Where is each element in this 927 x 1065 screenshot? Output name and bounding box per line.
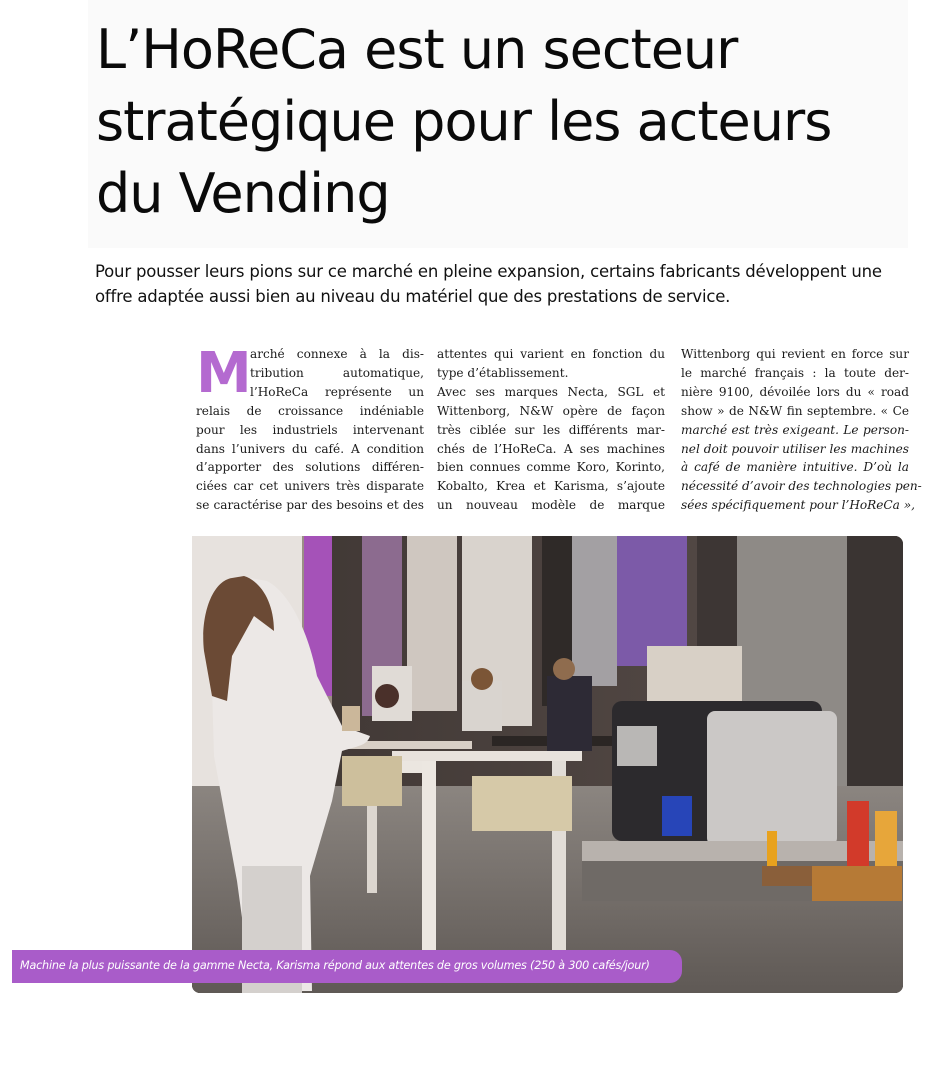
- text-line: très ciblée sur les différents mar-: [437, 422, 665, 437]
- text-line: l’HoReCa représente un: [250, 384, 424, 399]
- text-line: Wittenborg, N&W opère de façon: [437, 403, 665, 418]
- text-line: sées spécifiquement pour l’HoReCa »,: [681, 498, 915, 513]
- photo-caption: [12, 950, 682, 983]
- text-line: tribution automatique,: [250, 365, 424, 380]
- text-line: le marché français : la toute der-: [681, 365, 909, 380]
- title-line: L’HoReCa est un secteur: [96, 18, 738, 81]
- text-line: Avec ses marques Necta, SGL et: [437, 384, 665, 399]
- text-line: marché est très exigeant. Le person-: [681, 422, 909, 437]
- restaurant-photo: [192, 536, 903, 993]
- text-line: attentes qui varient en fonction du: [437, 347, 665, 361]
- title-line: stratégique pour les acteurs: [96, 90, 832, 153]
- text-line: show » de N&W fin septembre. « Ce: [681, 403, 909, 418]
- text-line: ciées car cet univers très disparate: [196, 479, 424, 494]
- text-column-2: [437, 345, 665, 515]
- text-line: Wittenborg qui revient en force sur: [681, 347, 909, 361]
- text-line: Kobalto, Krea et Karisma, s’ajoute: [437, 479, 665, 494]
- text-line: nière 9100, dévoilée lors du « road: [681, 384, 909, 399]
- text-line: un nouveau modèle de marque: [437, 498, 665, 513]
- text-column-3: [681, 345, 922, 515]
- lede-line: offre adaptée aussi bien au niveau du matériel que des prestations de service.: [95, 287, 731, 306]
- text-line: relais de croissance indéniable: [196, 403, 424, 418]
- text-line: type d’établissement.: [437, 365, 569, 380]
- text-column-1: [196, 341, 424, 515]
- article-lede: [95, 259, 915, 309]
- article-title: [96, 14, 916, 230]
- title-line: du Vending: [96, 162, 390, 225]
- text-line: se caractérise par des besoins et des: [196, 498, 424, 513]
- text-line: nel doit pouvoir utiliser les machines: [681, 441, 909, 456]
- text-line: chés de l’HoReCa. A ses machines: [437, 441, 665, 456]
- caption-text: Machine la plus puissante de la gamme Necta, Karisma répond aux attentes de gros volumes (250 à 300 cafés/jour): [20, 959, 650, 972]
- text-line: bien connues comme Koro, Korinto,: [437, 460, 665, 475]
- lede-line: Pour pousser leurs pions sur ce marché en pleine expansion, certains fabricants développent une: [95, 262, 882, 281]
- text-line: d’apporter des solutions différen-: [196, 460, 424, 475]
- text-line: nécessité d’avoir des technologies pen-: [681, 479, 922, 494]
- text-line: à café de manière intuitive. D’où la: [681, 460, 909, 475]
- text-line: pour les industriels intervenant: [196, 422, 424, 437]
- text-line: arché connexe à la dis-: [250, 347, 424, 361]
- text-line: dans l’univers du café. A condition: [196, 441, 424, 456]
- drop-cap: M: [196, 341, 252, 406]
